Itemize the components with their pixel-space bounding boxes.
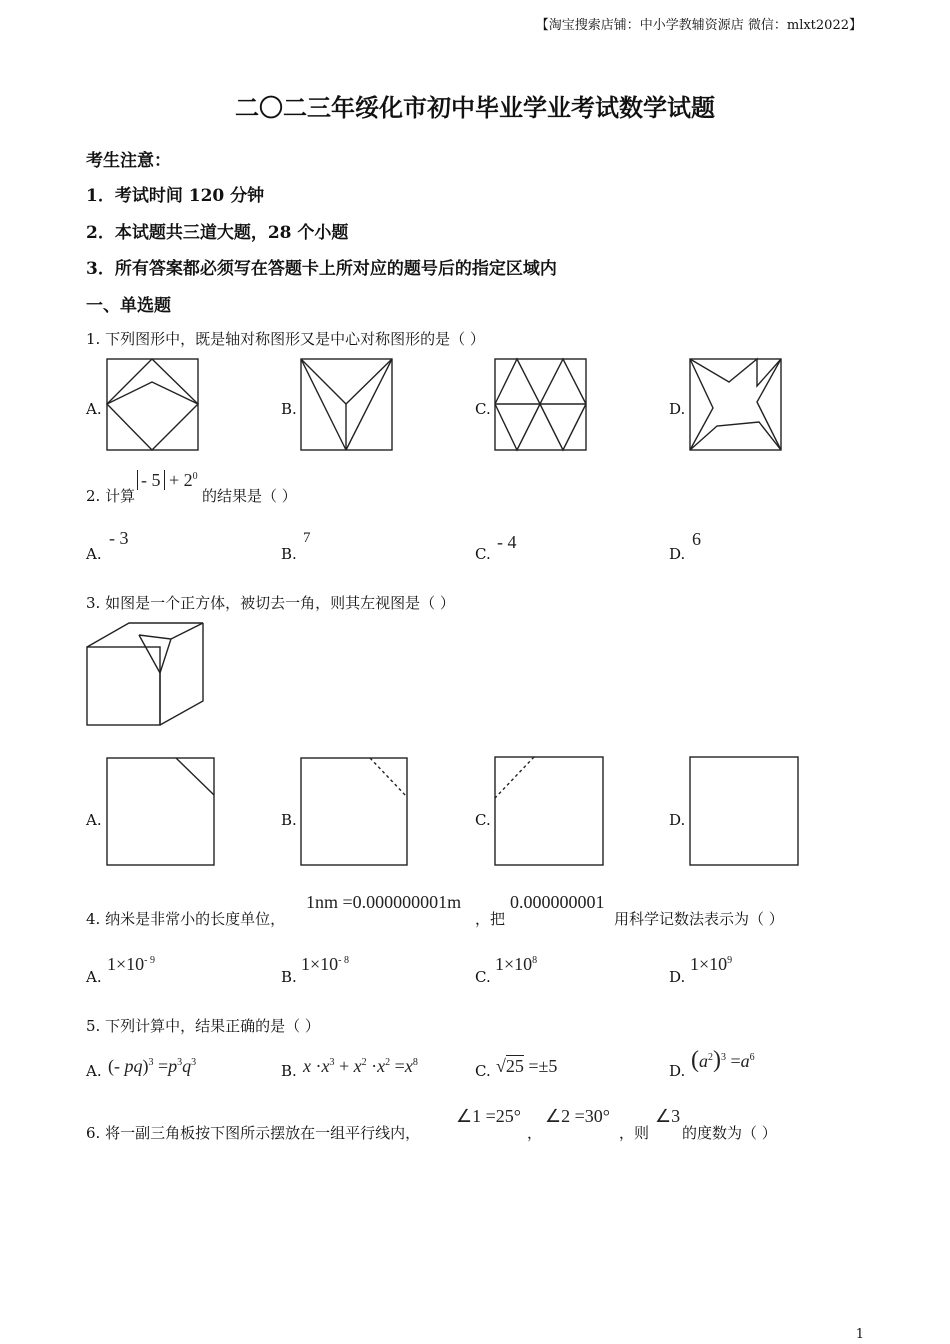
q2-option-a-label: A. — [86, 545, 102, 563]
q2-expression — [137, 470, 198, 491]
q3-option-a-label: A. — [86, 811, 102, 829]
q6-stem-post: 的度数为（ ） — [682, 1124, 777, 1142]
q4-stem-mid: ，把 — [475, 910, 506, 928]
page-title: 二〇二三年绥化市初中毕业学业考试数学试题 — [235, 93, 715, 122]
q2-option-b-label: B. — [281, 545, 297, 563]
section-heading: 一、单选题 — [86, 296, 171, 316]
question-3-stem: 3. 如图是一个正方体，被切去一角，则其左视图是（ ） — [86, 594, 455, 612]
q5-option-d-label: D. — [669, 1062, 686, 1080]
q3-option-b-label: B. — [281, 811, 297, 829]
question-1-stem: 1. 下列图形中，既是轴对称图形又是中心对称图形的是（ ） — [86, 330, 485, 348]
q3-figure-c — [494, 756, 606, 868]
q4-option-a-label: A. — [86, 968, 102, 986]
q3-figure-b — [300, 757, 410, 867]
q2-option-b-value: 7 — [303, 530, 311, 546]
notice-item: 3．所有答案都必须写在答题卡上所对应的题号后的指定区域内 — [86, 259, 557, 279]
q2-option-d-label: D. — [669, 545, 686, 563]
q1-figure-d — [689, 358, 783, 452]
q5-option-b-formula: $x \cdot x^3 + x^2 \cdot x^2 =x^8$ — [303, 1056, 418, 1076]
question-2-stem — [86, 485, 135, 506]
q2-option-c-label: C. — [475, 545, 491, 563]
q1-option-a-label: A. — [86, 400, 102, 418]
q5-option-b-label: B. — [281, 1062, 297, 1080]
notice-item: 1．考试时间 120 分钟 — [86, 186, 265, 206]
q2-option-d-value: 6 — [692, 529, 701, 549]
q3-option-d-label: D. — [669, 811, 686, 829]
q4-option-a-value: $1\times 10^{- 9}$ — [107, 954, 155, 974]
q5-option-c-label: C. — [475, 1062, 491, 1080]
q3-figure-d — [689, 756, 801, 868]
q4-expression-2: 0.000000001 — [510, 892, 605, 912]
q2-abs-value: - 5 — [137, 470, 165, 490]
q2-option-a-value: - 3 — [109, 528, 129, 548]
q1-figure-b — [300, 358, 394, 452]
q5-option-d-formula: $(a^2)^3 =a^6$ — [691, 1047, 755, 1073]
page-number: 1 — [855, 1327, 864, 1342]
header-note: 【淘宝搜索店铺：中小学教辅资源店 微信：mlxt2022】 — [535, 18, 862, 33]
q2-stem-post: 的结果是（ ） — [202, 487, 297, 505]
q4-stem-pre: 4. 纳米是非常小的长度单位， — [86, 910, 286, 928]
q4-option-c-label: C. — [475, 968, 491, 986]
q4-option-d-label: D. — [669, 968, 686, 986]
q3-cube-figure — [86, 621, 206, 727]
q3-figure-a — [106, 757, 216, 867]
q4-option-b-label: B. — [281, 968, 297, 986]
q1-option-d-label: D. — [669, 400, 686, 418]
q4-option-b-value: $1\times 10^{- 8}$ — [301, 954, 349, 974]
q1-figure-a — [106, 358, 200, 452]
q4-expression-1: 1nm =0.000000001m — [306, 892, 462, 912]
q2-option-c-value: - 4 — [497, 532, 517, 552]
notice-item: 2．本试题共三道大题，28 个小题 — [86, 223, 349, 243]
q4-stem-post: 用科学记数法表示为（ ） — [614, 910, 784, 928]
q6-separator: ， — [527, 1124, 543, 1142]
q2-stem-pre: 2. 计算 — [86, 487, 136, 505]
q6-angle-3: ∠3 — [655, 1106, 681, 1126]
q2-plus-term: + 2 — [169, 470, 193, 490]
q6-stem-mid: ，则 — [619, 1124, 650, 1142]
q6-angle-1: ∠1 =25° — [456, 1106, 521, 1126]
q6-stem-pre: 6. 将一副三角板按下图所示摆放在一组平行线内， — [86, 1124, 421, 1142]
q2-exponent: 0 — [192, 471, 198, 482]
q1-option-c-label: C. — [475, 400, 491, 418]
q1-figure-c — [494, 358, 588, 452]
notice-heading: 考生注意： — [86, 151, 171, 171]
q5-option-a-label: A. — [86, 1062, 102, 1080]
question-5-stem: 5. 下列计算中，结果正确的是（ ） — [86, 1017, 320, 1035]
q3-option-c-label: C. — [475, 811, 491, 829]
q5-option-c-formula: √25 =±5 — [496, 1056, 558, 1076]
q6-angle-2: ∠2 =30° — [545, 1106, 610, 1126]
q1-option-b-label: B. — [281, 400, 297, 418]
q4-option-d-value: $1\times 10^9$ — [690, 954, 733, 974]
q4-option-c-value: $1\times 10^8$ — [495, 954, 538, 974]
q5-option-a-formula: (- $pq)^3 =p^3q^3$ — [108, 1056, 197, 1076]
